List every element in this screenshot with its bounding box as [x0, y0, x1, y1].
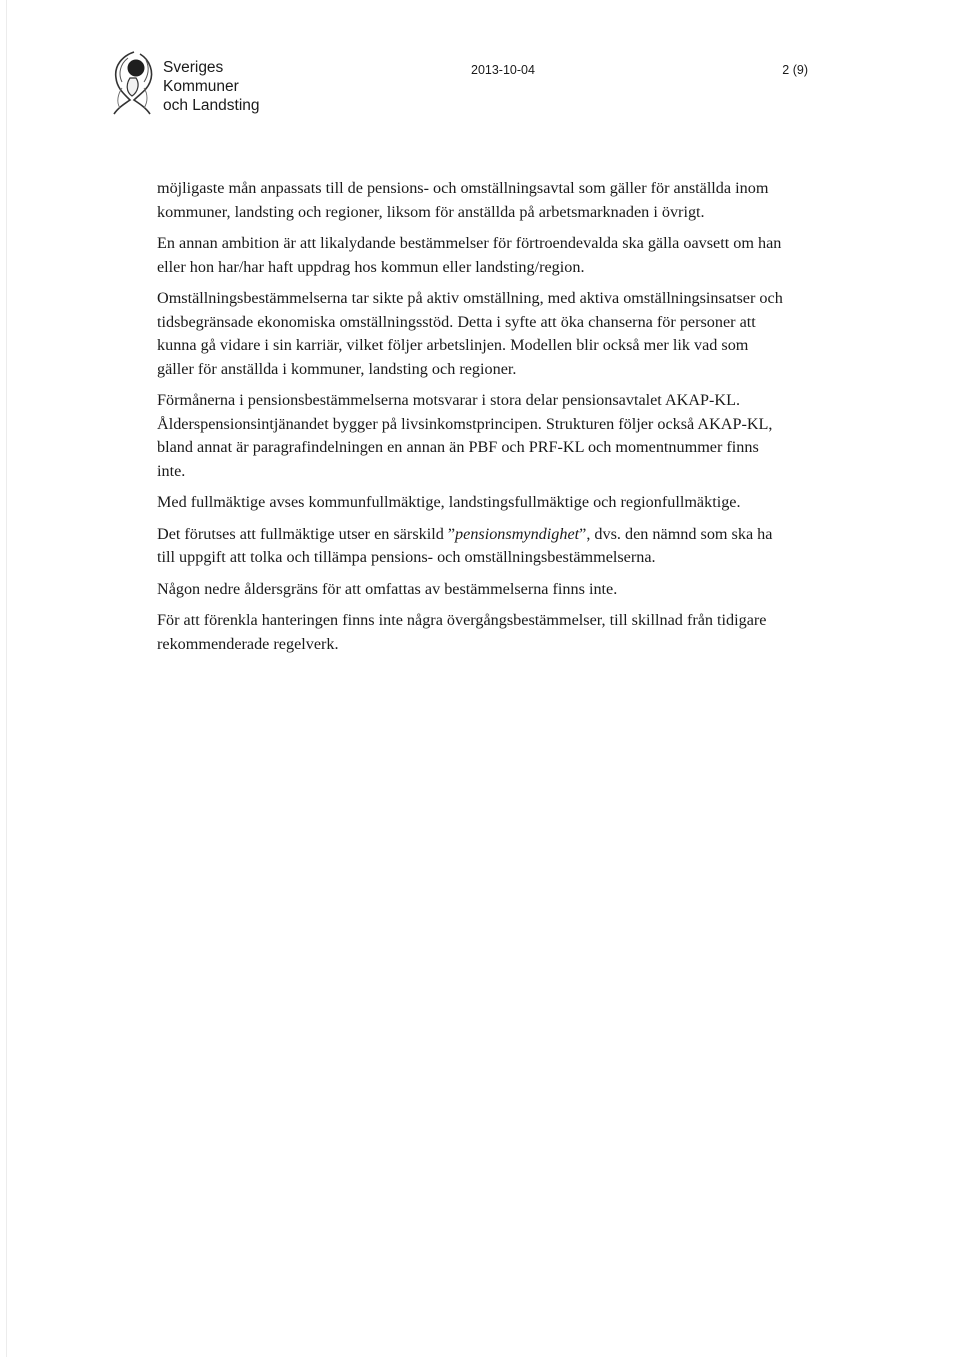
paragraph-3: Omställningsbestämmelserna tar sikte på aktiv omställning, med aktiva omställningsinsatser och tidsbegränsade ekonomiska omställningsstöd. Detta i syfte att öka chanserna för personer att kunna gå vidare i sin karriär, vilket följer arbetslinjen. Modellen blir också mer lik vad som gäller för anställda i kommuner, landsting och regioner. — [157, 288, 783, 378]
skl-logo-icon — [104, 48, 158, 118]
paragraph-5: Med fullmäktige avses kommunfullmäktige, landstingsfullmäktige och regionfullmäktige. — [157, 493, 741, 512]
paragraph-2: En annan ambition är att likalydande bestämmelser för förtroendevalda ska gälla oavsett om han eller hon har/har haft uppdrag hos kommun eller landsting/region. — [157, 233, 782, 276]
paragraph-4: Förmånerna i pensionsbestämmelserna motsvarar i stora delar pensionsavtalet AKAP-KL. Ålderspensionsintjänandet bygger på livsinkomstprincipen. Strukturen följer också AKAP-KL, bland annat är paragrafindelningen en annan än PBF och PRF-KL och momentnummer finns inte. — [157, 391, 773, 480]
document-body — [157, 177, 787, 664]
document-date: 2013-10-04 — [471, 63, 535, 77]
paragraph-7: Någon nedre åldersgräns för att omfattas av bestämmelserna finns inte. — [157, 579, 618, 598]
paragraph-6-start: Det förutses att fullmäktige utser en särskild ” — [157, 524, 456, 543]
organization-name — [163, 58, 260, 115]
paragraph-1: möjligaste mån anpassats till de pensions- och omställningsavtal som gäller för anställda inom kommuner, landsting och regioner, liksom för anställda på arbetsmarknaden i övrigt. — [157, 179, 769, 221]
page-number: 2 (9) — [782, 63, 808, 77]
document-header — [104, 48, 824, 120]
org-name-line-2: Kommuner — [163, 78, 239, 95]
page-edge — [6, 0, 7, 1357]
pensionsmyndighet-term: pensionsmyndighet — [455, 524, 580, 543]
org-name-line-1: Sveriges — [163, 59, 224, 76]
paragraph-8: För att förenkla hanteringen finns inte några övergångsbestämmelser, till skillnad från tidigare rekommenderade regelverk. — [157, 611, 767, 653]
paragraph-6 — [157, 523, 787, 570]
paragraph-6-end: ”, dvs. den nämnd som ska ha till uppgift att tolka och tillämpa pensions- och omställningsbestämmelserna. — [157, 524, 773, 567]
org-name-line-3: och Landsting — [163, 97, 260, 114]
